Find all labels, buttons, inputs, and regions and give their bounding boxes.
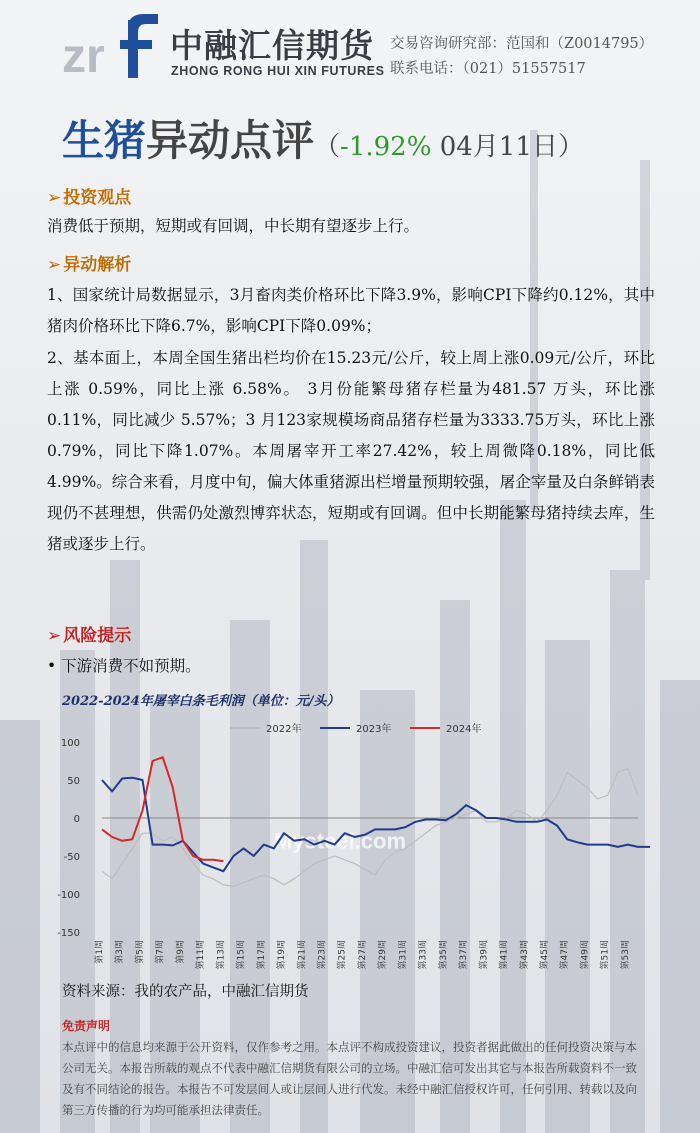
analysis-paragraph-2: 2、基本面上，本周全国生猪出栏均价在15.23元/公斤，较上周上涨0.09元/公斤，环比上涨 0.59%，同比上涨 6.58%。 3月份能繁母猪存栏量为481.57 万头，环比涨 0.11%，同比减少 5.57%；3 月123家规模场商品猪存栏量为3333.75万头，环比上涨0.79%，同比下降1.07%。本周屠宰开工率27.42%，较上周微降0.18%，同比低4.99%。综合来看，月度中旬，偏大体重猪源出栏增量预期较强，屠企宰量及白条鲜销表现仍不甚理想，供需仍处激烈博弈状态，短期或有回调。但中长期能繁母猪持续去库，生猪或逐步上行。 [47,349,655,553]
analysis-paragraph-1: 1、国家统计局数据显示，3月畜肉类价格环比下降3.9%，影响CPI下降约0.12%，其中猪肉价格环比下降6.7%，影响CPI下降0.09%； [47,286,655,335]
section-heading-view: ➢ 投资观点 [47,188,132,208]
page-title [62,108,584,168]
disclaimer-title: 免责声明 [62,1019,111,1033]
title-date: 04月11日） [431,132,584,162]
x-tick-label: 第49周 [580,940,591,970]
company-name-cn: 中融汇信期货 [170,26,374,65]
data-source: 资料来源：我的农产品，中融汇信期货 [62,984,309,1000]
disclaimer-text: 本点评中的信息均来源于公开资料，仅作参考之用。本点评不构成投资建议，投资者据此做出的任何投资决策与本公司无关。本报告所载的观点不代表中融汇信期货有限公司的立场。中融汇信可发出其它与本报告所载资料不一致及有不同结论的报告。本报告不可发层间人或让层间人进行代发。未经中融汇信授权许可，任何引用、转载以及向第三方传播的行为均可能承担法律责任。 [62,1040,637,1117]
x-tick-label: 第43周 [519,940,530,970]
y-tick-label: -150 [57,928,80,939]
series-line-2023年 [102,778,650,872]
heading-arrow-icon: ➢ [47,188,62,208]
analyst-line: 交易咨询研究部：范国和（Z0014795） [390,36,654,52]
x-tick-label: 第41周 [499,940,510,970]
x-tick-label: 第21周 [297,940,308,970]
x-tick-label: 第35周 [438,940,449,970]
y-tick-label: 50 [67,776,80,787]
chart-title: 2022-2024年屠宰白条毛利润（单位：元/头） [62,694,340,709]
title-subject: 异动点评 [146,116,315,165]
legend-label: 2024年 [446,724,482,735]
x-tick-label: 第33周 [418,940,429,970]
x-tick-label: 第7周 [155,940,166,964]
title-product: 生猪 [62,116,147,165]
risk-item [47,654,201,676]
x-tick-label: 第39周 [479,940,490,970]
svg-text:zr: zr [62,30,105,80]
x-tick-label: 第47周 [560,940,571,970]
company-logo [62,14,160,80]
x-tick-label: 第17周 [256,940,267,970]
title-change: -1.92% [340,132,432,162]
x-tick-label: 第19周 [277,940,288,970]
legend-label: 2023年 [356,724,392,735]
chart-watermark: Mysteel.com [273,828,407,854]
phone-line: 联系电话：（021）51557517 [390,61,586,77]
x-tick-label: 第31周 [398,940,409,970]
x-tick-label: 第5周 [135,940,146,964]
x-tick-label: 第23周 [317,940,328,970]
x-tick-label: 第15周 [236,940,247,970]
y-tick-label: -50 [63,852,80,863]
x-tick-label: 第29周 [378,940,389,970]
section-heading-analysis: ➢ 异动解析 [47,255,132,275]
x-tick-label: 第37周 [459,940,470,970]
x-tick-label: 第25周 [337,940,348,970]
risk-text: 下游消费不如预期。 [61,657,201,675]
y-tick-label: -100 [57,890,80,901]
x-tick-label: 第3周 [115,940,126,964]
x-tick-label: 第11周 [196,940,207,970]
x-tick-label: 第13周 [216,940,227,970]
profit-line-chart [40,710,650,975]
x-tick-label: 第1周 [95,940,105,964]
x-tick-label: 第45周 [539,940,550,970]
y-tick-label: 0 [73,814,80,825]
x-tick-label: 第27周 [357,940,368,970]
bullet-icon: • [47,657,57,675]
x-tick-label: 第9周 [175,940,186,964]
heading-arrow-icon: ➢ [47,626,62,646]
y-tick-label: 100 [60,738,80,749]
x-tick-label: 第51周 [600,940,611,970]
header [0,0,700,100]
x-tick-label: 第53周 [620,940,631,970]
company-name-en: ZHONG RONG HUI XIN FUTURES [171,64,385,78]
title-paren: （ [314,132,341,162]
heading-arrow-icon: ➢ [47,255,62,275]
legend-label: 2022年 [266,724,302,735]
section-heading-risk: ➢ 风险提示 [47,626,132,646]
contact-info [390,32,653,82]
view-text: 消费低于预期，短期或有回调，中长期有望逐步上行。 [47,217,420,235]
series-line-2024年 [102,757,223,861]
